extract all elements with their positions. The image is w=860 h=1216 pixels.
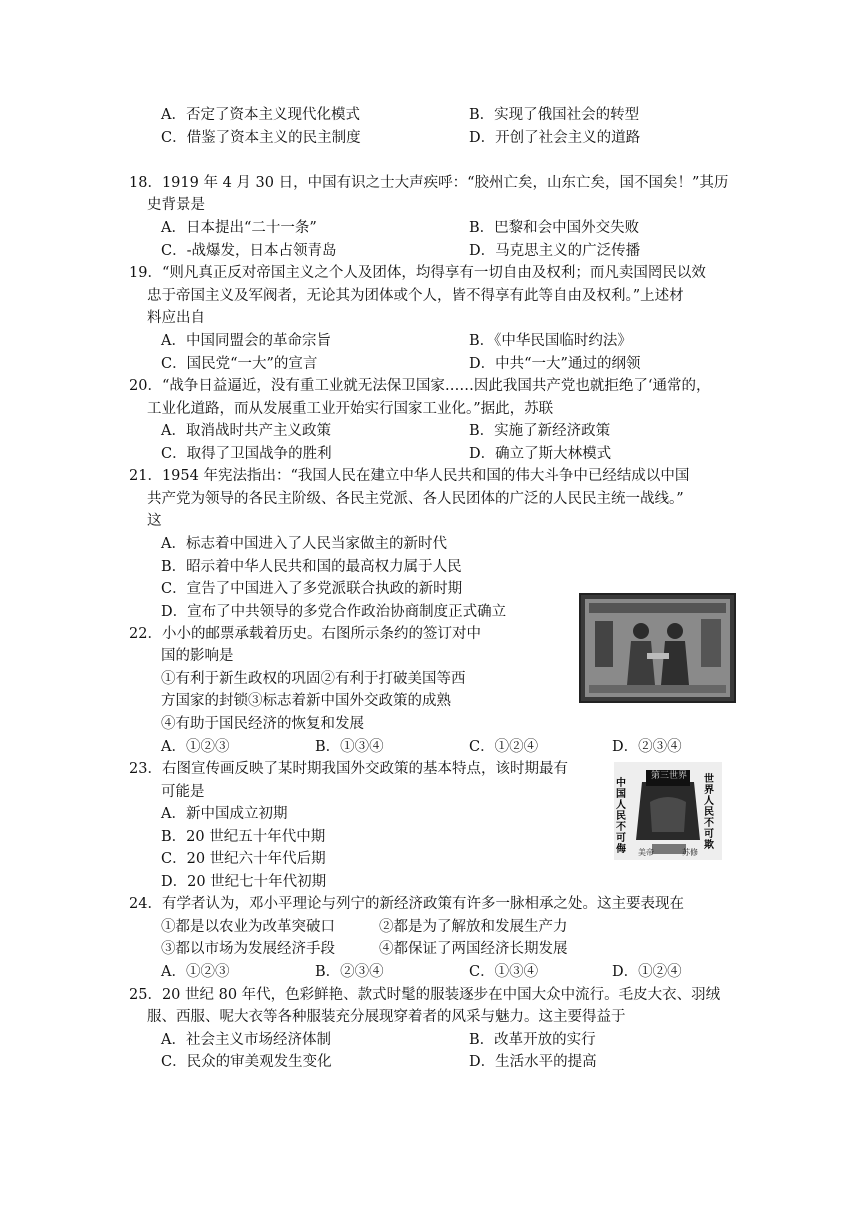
q24-item-1: ①都是以农业为改革突破口 — [161, 919, 335, 935]
q24-item-2: ②都是为了解放和发展生产力 — [379, 919, 568, 935]
q17-option-c: C．借鉴了资本主义的民主制度 — [161, 130, 361, 146]
q21-option-b: B．昭示着中华人民共和国的最高权力属于人民 — [161, 559, 462, 575]
q23-option-b: B．20 世纪五十年代中期 — [161, 829, 326, 845]
q22-option-d: D．②③④ — [612, 739, 682, 755]
treaty-stamp-image — [579, 593, 736, 703]
q17-option-d: D．开创了社会主义的道路 — [469, 130, 641, 146]
q24-option-b: B．②③④ — [315, 964, 384, 980]
q22-option-c: C．①②④ — [469, 739, 539, 755]
q20-option-b: B．实施了新经济政策 — [469, 423, 611, 439]
q24-item-3: ③都以市场为发展经济手段 — [161, 941, 335, 957]
q24-stem-line1: 24．有学者认为，邓小平理论与列宁的新经济政策有许多一脉相承之处。这主要表现在 — [129, 896, 684, 912]
q20-stem-line2: 工业化道路，而从发展重工业开始实行国家工业化。”据此，苏联 — [147, 401, 554, 417]
q21-stem-line3: 这 — [147, 513, 162, 529]
q23-stem-line2: 可能是 — [161, 784, 205, 800]
q25-stem-line2: 服、西服、呢大衣等各种服装充分展现穿着者的风采与魅力。这主要得益于 — [147, 1009, 626, 1025]
q19-stem-line1: 19．“则凡真正反对帝国主义之个人及团体，均得享有一切自由及权利；而凡卖国罔民以效 — [129, 265, 706, 281]
poster-right-slogan: 世界人民不可欺 — [704, 774, 714, 851]
q18-option-c: C．-战爆发，日本占领青岛 — [161, 243, 337, 259]
q20-option-c: C．取得了卫国战争的胜利 — [161, 446, 332, 462]
q22-item-line2: 方国家的封锁③标志着新中国外交政策的成熟 — [161, 693, 451, 709]
stamp-illustration — [581, 595, 734, 701]
q24-option-d: D．①②④ — [612, 964, 682, 980]
q25-option-c: C．民众的审美观发生变化 — [161, 1054, 332, 1070]
q25-option-d: D．生活水平的提高 — [469, 1054, 597, 1070]
q22-item-line1: ①有利于新生政权的巩固②有利于打破美国等西 — [161, 671, 466, 687]
q17-option-b: B．实现了俄国社会的转型 — [469, 107, 640, 123]
q19-stem-line2: 忠于帝国主义及军阀者，无论其为团体或个人，皆不得享有此等自由及权利。”上述材 — [147, 288, 684, 304]
q22-option-b: B．①③④ — [315, 739, 384, 755]
q18-stem-line2: 史背景是 — [147, 197, 205, 213]
q19-option-d: D．中共“一大”通过的纲领 — [469, 356, 641, 372]
propaganda-poster-image — [614, 762, 722, 860]
q22-stem-line2: 国的影响是 — [161, 648, 234, 664]
q21-option-c: C．宣告了中国进入了多党派联合执政的新时期 — [161, 581, 463, 597]
q18-option-a: A．日本提出“二十一条” — [161, 220, 317, 236]
q22-stem-line1: 22．小小的邮票承载着历史。右图所示条约的签订对中 — [129, 626, 481, 642]
q24-item-4: ④都保证了两国经济长期发展 — [379, 941, 568, 957]
q19-option-b: B．《中华民国临时约法》 — [469, 333, 632, 349]
poster-left-slogan: 中国人民不可侮 — [616, 778, 626, 855]
q24-option-a: A．①②③ — [161, 964, 230, 980]
q18-stem-line1: 18．1919 年 4 月 30 日，中国有识之士大声疾呼：“胶州亡矣，山东亡矣，国不国矣！”其历 — [129, 175, 729, 191]
q19-option-a: A．中国同盟会的革命宗旨 — [161, 333, 331, 349]
q19-stem-line3: 料应出自 — [147, 310, 205, 326]
poster-foot-left: 美帝 — [638, 848, 654, 857]
q24-option-c: C．①③④ — [469, 964, 539, 980]
q23-option-c: C．20 世纪六十年代后期 — [161, 851, 326, 867]
q22-option-a: A．①②③ — [161, 739, 230, 755]
poster-center-title: 第三世界 — [650, 771, 687, 781]
q21-stem-line2: 共产党为领导的各民主阶级、各民主党派、各人民团体的广泛的人民民主统一战线。” — [147, 491, 684, 507]
q19-option-c: C．国民党“一大”的宣言 — [161, 356, 318, 372]
q23-option-d: D．20 世纪七十年代初期 — [161, 874, 327, 890]
q18-option-b: B．巴黎和会中国外交失败 — [469, 220, 640, 236]
q18-option-d: D．马克思主义的广泛传播 — [469, 243, 641, 259]
q23-option-a: A．新中国成立初期 — [161, 806, 288, 822]
q20-stem-line1: 20．“战争日益逼近，没有重工业就无法保卫国家……因此我国共产党也就拒绝了‘通常的， — [129, 378, 711, 394]
poster-foot-right: 苏修 — [682, 848, 698, 857]
q22-item-line3: ④有助于国民经济的恢复和发展 — [161, 716, 364, 732]
q25-option-a: A．社会主义市场经济体制 — [161, 1032, 331, 1048]
q25-stem-line1: 25．20 世纪 80 年代，色彩鲜艳、款式时髦的服装逐步在中国大众中流行。毛皮大衣、羽绒 — [129, 987, 721, 1003]
q21-option-d: D．宣布了中共领导的多党合作政治协商制度正式确立 — [161, 604, 507, 620]
q25-option-b: B．改革开放的实行 — [469, 1032, 596, 1048]
q20-option-d: D．确立了斯大林模式 — [469, 446, 612, 462]
q21-stem-line1: 21．1954 年宪法指出：“我国人民在建立中华人民共和国的伟大斗争中已经结成以中国 — [129, 468, 690, 484]
q23-stem-line1: 23．右图宣传画反映了某时期我国外交政策的基本特点，该时期最有 — [129, 761, 568, 777]
q17-option-a: A．否定了资本主义现代化模式 — [161, 107, 360, 123]
q20-option-a: A．取消战时共产主义政策 — [161, 423, 331, 439]
q21-option-a: A．标志着中国进入了人民当家做主的新时代 — [161, 536, 447, 552]
